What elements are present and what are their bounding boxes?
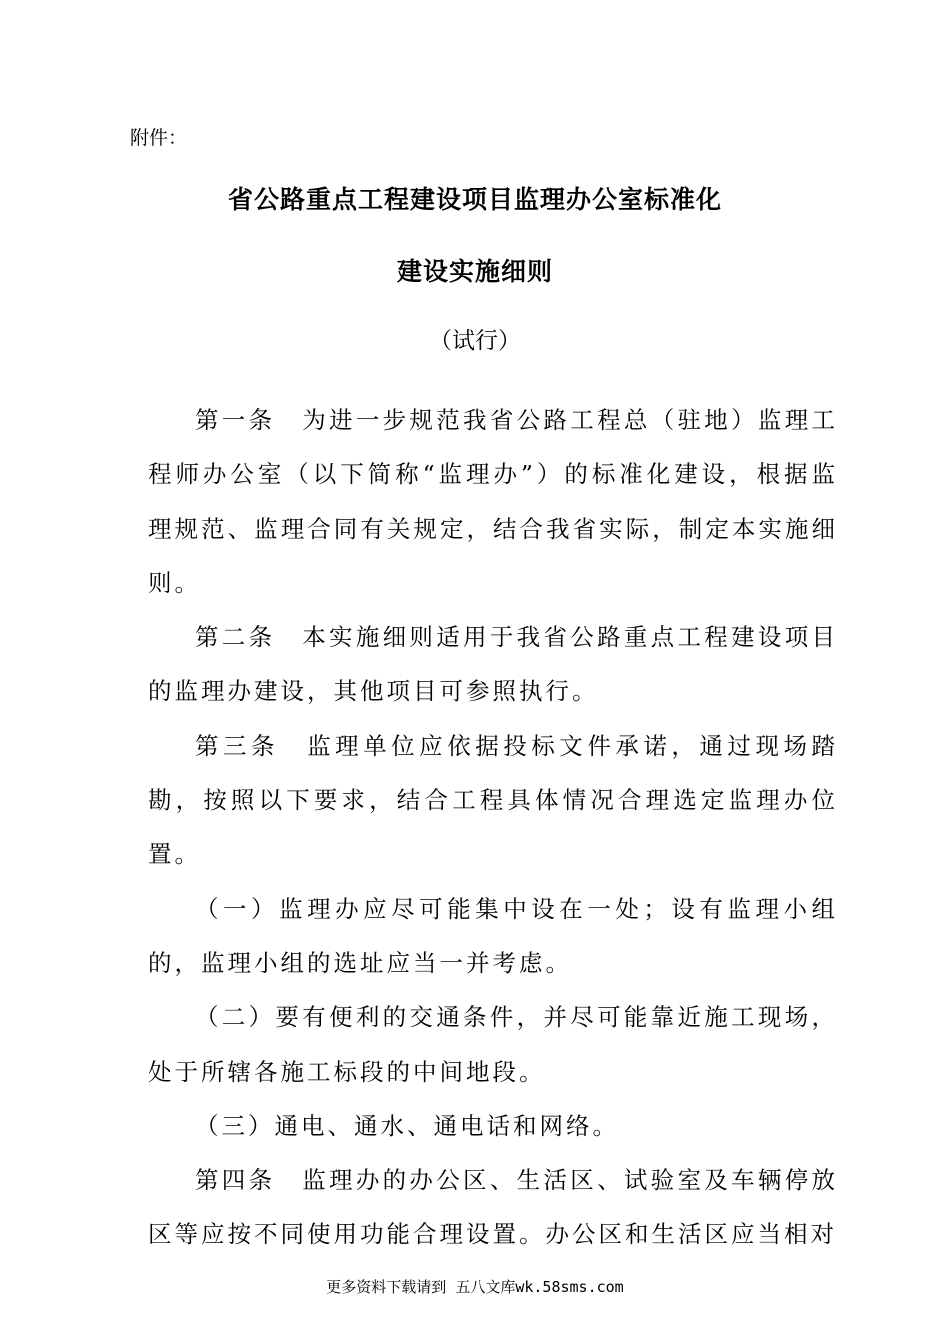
- document-subtitle: （试行）: [429, 328, 521, 354]
- article-1-paragraph: 第一条 为进一步规范我省公路工程总（驻地）监理工程师办公室（以下简称“监理办”）的标准化建设，根据监理规范、监理合同有关规定，结合我省实际，制定本实施细则。: [148, 406, 838, 597]
- article-3-paragraph: 第三条 监理单位应依据投标文件承诺，通过现场踏勘，按照以下要求，结合工程具体情况合理选定监理办位置。: [148, 731, 838, 869]
- article-2-paragraph: 第二条 本实施细则适用于我省公路重点工程建设项目的监理办建设，其他项目可参照执行。: [148, 623, 838, 706]
- article-4-paragraph: 第四条 监理办的办公区、生活区、试验室及车辆停放区等应按不同使用功能合理设置。办公区和生活区应当相对: [148, 1166, 838, 1249]
- item-2-paragraph: （二）要有便利的交通条件，并尽可能靠近施工现场，处于所辖各施工标段的中间地段。: [148, 1003, 838, 1086]
- item-1-paragraph: （一）监理办应尽可能集中设在一处；设有监理小组的，监理小组的选址应当一并考虑。: [148, 894, 838, 977]
- document-title-line-2: 建设实施细则: [396, 257, 553, 286]
- attachment-label: 附件：: [130, 127, 188, 149]
- document-title-line-1: 省公路重点工程建设项目监理办公室标准化: [227, 185, 722, 214]
- page-footer: 更多资料下载请到 五八文库wk.58sms.com: [326, 1278, 624, 1296]
- item-3-paragraph: （三）通电、通水、通电话和网络。: [195, 1111, 619, 1140]
- document-body: [148, 393, 838, 1262]
